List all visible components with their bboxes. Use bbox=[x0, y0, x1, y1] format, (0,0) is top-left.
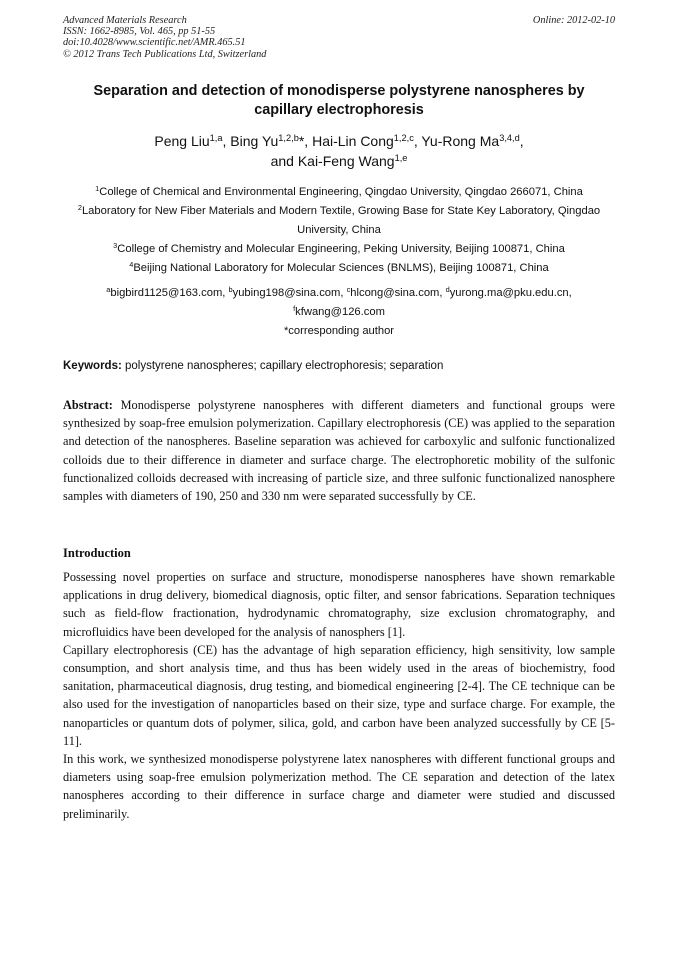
email-sup: c bbox=[346, 284, 351, 294]
author-name: Bing Yu bbox=[230, 133, 279, 149]
author-separator: , bbox=[222, 133, 231, 149]
author-affil-sup: 1,e bbox=[394, 152, 408, 163]
author-separator: , bbox=[413, 133, 422, 149]
paper-title: Separation and detection of monodisperse polystyrene nanospheres by capillary electrophoresis bbox=[93, 83, 585, 118]
affiliation-list bbox=[63, 183, 615, 278]
copyright-line: © 2012 Trans Tech Publications Ltd, Switzerland bbox=[63, 48, 267, 60]
keywords-label: Keywords: bbox=[63, 360, 122, 372]
affiliation-text: Laboratory for New Fiber Materials and Modern Textile, Growing Base for State Key Laboratory, Qingdao University, China bbox=[81, 205, 601, 236]
email-list bbox=[63, 284, 615, 341]
author-name: Peng Liu bbox=[154, 133, 210, 149]
affiliation-text: College of Chemical and Environmental Engineering, Qingdao University, Qingdao 266071, China bbox=[99, 186, 583, 198]
email-address[interactable]: yubing198@sina.com, bbox=[232, 287, 347, 299]
email-sup: b bbox=[228, 284, 233, 294]
email-sup: f bbox=[293, 303, 296, 313]
author-affil-sup: 1,a bbox=[209, 132, 223, 143]
online-date: Online: 2012-02-10 bbox=[532, 15, 615, 26]
introduction-body bbox=[63, 568, 615, 823]
abstract-text: Monodisperse polystyrene nanospheres with different diameters and functional groups were synthesized by soap-free emulsion polymerization. Capillary electrophoresis (CE) was applied to the separation and detection of the nanospheres. Baseline separation was achieved for carboxylic and sulfonic functionalized colloids due to their difference in diameter and surface charge. The electrophoretic mobility of the sulfonic functionalized colloids decreased with increasing of particle size, and three sulfonic functionalized nanosphere samples with diameters of 190, 250 and 330 nm were separated successfully by CE. bbox=[63, 398, 615, 504]
abstract bbox=[63, 396, 615, 505]
author-affil-sup: 1,2,c bbox=[393, 132, 414, 143]
affiliation-sup: 3 bbox=[113, 240, 118, 250]
author-list bbox=[63, 131, 615, 171]
affiliation-text: Beijing National Laboratory for Molecular Sciences (BNLMS), Beijing 100871, China bbox=[133, 262, 549, 274]
keywords-text: polystyrene nanospheres; capillary electrophoresis; separation bbox=[121, 360, 444, 372]
affiliation bbox=[63, 183, 615, 202]
email-sup: a bbox=[106, 284, 111, 294]
author-separator: , bbox=[519, 133, 524, 149]
author-separator: *, bbox=[298, 133, 313, 149]
author-name: Yu-Rong Ma bbox=[421, 133, 500, 149]
email-sup: d bbox=[445, 284, 450, 294]
corresponding-author-note: *corresponding author bbox=[283, 325, 395, 337]
affiliation bbox=[63, 240, 615, 259]
issn-line: ISSN: 1662-8985, Vol. 465, pp 51-55 bbox=[63, 26, 216, 38]
author-name: and Kai-Feng Wang bbox=[270, 153, 395, 169]
affiliation-text: College of Chemistry and Molecular Engineering, Peking University, Beijing 100871, China bbox=[117, 243, 565, 255]
paragraph: Possessing novel properties on surface and structure, monodisperse nanospheres have shown remarkable applications in drug delivery, biomedical diagnosis, optic filter, and sensor fabrications. Separation techniques such as field-flow fractionation, hydrodynamic chromatography, size exclusion chromatography, and microfluidics have been developed for the analysis of nanosphers [1]. bbox=[63, 570, 615, 639]
author-name: Hai-Lin Cong bbox=[312, 133, 394, 149]
affiliation-sup: 2 bbox=[77, 202, 82, 212]
doi-line: doi:10.4028/www.scientific.net/AMR.465.51 bbox=[63, 37, 246, 49]
paragraph: Capillary electrophoresis (CE) has the advantage of high separation efficiency, high sensitivity, low sample consumption, and short analysis time, and thus has been widely used in the areas of biochemistry, food sanitation, pharmaceutical diagnosis, drug testing, and biomedical engineering [2-4]. The CE technique can be also used for the investigation of nanoparticles based on their size, type and surface charge. For example, the nanoparticles or quantum dots of polymer, silica, gold, and carbon have been analyzed successfully by CE [5-11]. bbox=[63, 642, 615, 748]
affiliation-sup: 4 bbox=[129, 259, 134, 269]
journal-header bbox=[63, 15, 266, 60]
email-address[interactable]: kfwang@126.com bbox=[295, 306, 385, 318]
affiliation bbox=[63, 202, 615, 240]
author-affil-sup: 1,2,b bbox=[278, 132, 299, 143]
abstract-label: Abstract: bbox=[63, 398, 113, 412]
journal-name: Advanced Materials Research bbox=[63, 15, 187, 26]
email-address[interactable]: bigbird1125@163.com, bbox=[110, 287, 229, 299]
keywords bbox=[63, 358, 615, 374]
affiliation-sup: 1 bbox=[95, 183, 100, 193]
email-address[interactable]: yurong.ma@pku.edu.cn, bbox=[449, 287, 572, 299]
affiliation bbox=[63, 259, 615, 278]
author-affil-sup: 3,4,d bbox=[499, 132, 520, 143]
section-heading: Introduction bbox=[63, 546, 131, 560]
email-address[interactable]: hlcong@sina.com, bbox=[350, 287, 446, 299]
paragraph: In this work, we synthesized monodisperse polystyrene latex nanospheres with different functional groups and diameters using soap-free emulsion polymerization method. The CE separation and detection of the latex nanospheres according to their difference in surface charge and diameter were studied and discussed preliminarily. bbox=[63, 752, 615, 821]
